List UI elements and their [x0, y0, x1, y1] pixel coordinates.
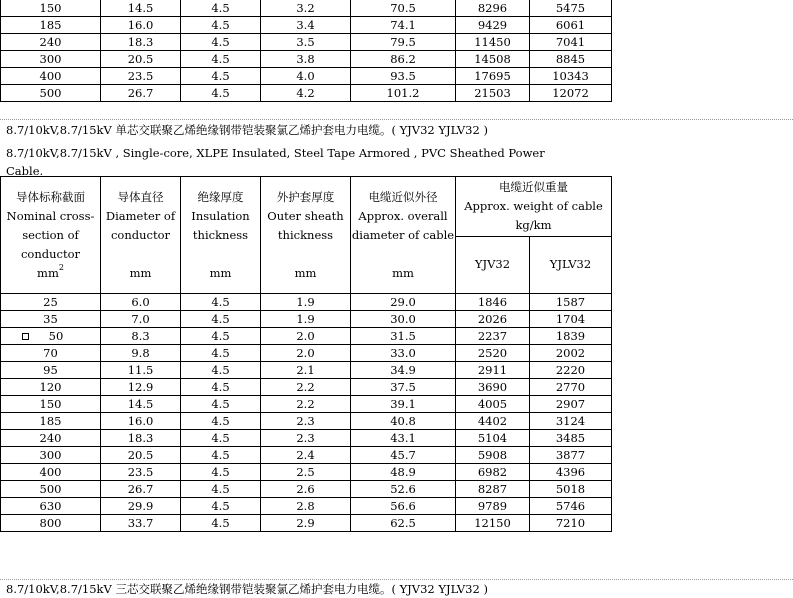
table-cell: 39.1 [351, 396, 456, 413]
table-cell: 79.5 [351, 34, 456, 51]
header-sub-yjlv32: YJLV32 [530, 236, 612, 294]
header-col3-en: Insulation thickness [191, 208, 250, 242]
table-cell: 95 [1, 362, 101, 379]
table-cell: 3485 [530, 430, 612, 447]
top-table-body [1, 0, 612, 102]
table-cell: 3877 [530, 447, 612, 464]
table-cell: 74.1 [351, 17, 456, 34]
table-cell: 630 [1, 498, 101, 515]
table-cell: 2.1 [261, 362, 351, 379]
table-cell: 3.5 [261, 34, 351, 51]
table-cell: 2.0 [261, 328, 351, 345]
table-cell: 2911 [456, 362, 530, 379]
table-cell: 3.8 [261, 51, 351, 68]
table-cell: 62.5 [351, 515, 456, 532]
table-cell: 240 [1, 34, 101, 51]
table-cell: 35 [1, 311, 101, 328]
table-cell: 11450 [456, 34, 530, 51]
table-cell: 56.6 [351, 498, 456, 515]
header-diameter-of-conductor [101, 177, 181, 294]
table-cell: 1846 [456, 294, 530, 311]
table-cell: 300 [1, 447, 101, 464]
table-cell: 1704 [530, 311, 612, 328]
table-cell: 23.5 [101, 464, 181, 481]
main-table-body [1, 294, 612, 532]
table-cell: 3.4 [261, 17, 351, 34]
table-cell: 10343 [530, 68, 612, 85]
table-cell: 2.3 [261, 430, 351, 447]
table-row [1, 68, 612, 85]
table-cell: 5104 [456, 430, 530, 447]
table-cell: 6.0 [101, 294, 181, 311]
header-col4-en: Outer sheath thickness [267, 208, 344, 242]
table-cell: 31.5 [351, 328, 456, 345]
table-cell: 4.5 [181, 362, 261, 379]
table-cell: 150 [1, 396, 101, 413]
table-cell: 4.5 [181, 396, 261, 413]
table-cell: 150 [1, 0, 101, 17]
header-approx-overall-diameter [351, 177, 456, 294]
table-cell: 3.2 [261, 0, 351, 17]
table-cell: 2520 [456, 345, 530, 362]
table-cell: 6061 [530, 17, 612, 34]
marker-square-icon [22, 333, 29, 340]
table-cell: 12150 [456, 515, 530, 532]
table-cell: 37.5 [351, 379, 456, 396]
table-cell: 400 [1, 68, 101, 85]
table-cell: 9429 [456, 17, 530, 34]
table-row [1, 34, 612, 51]
table-cell: 4.5 [181, 430, 261, 447]
table-cell: 11.5 [101, 362, 181, 379]
table-cell: 2.2 [261, 396, 351, 413]
header-col5-en: Approx. overall diameter of cable [351, 208, 455, 242]
table-row [1, 345, 612, 362]
table-cell: 7210 [530, 515, 612, 532]
table-cell: 2.6 [261, 481, 351, 498]
table-cell: 4005 [456, 396, 530, 413]
table-row [1, 413, 612, 430]
table-cell: 3690 [456, 379, 530, 396]
table-cell: 25 [1, 294, 101, 311]
table-cell: 2.0 [261, 345, 351, 362]
table-cell: 2.5 [261, 464, 351, 481]
table-cell: 2770 [530, 379, 612, 396]
table-cell: 9789 [456, 498, 530, 515]
table-cell: 48.9 [351, 464, 456, 481]
header-col2-unit: mm [129, 265, 152, 280]
table-cell: 50 [1, 328, 101, 345]
header-insulation-thickness [181, 177, 261, 294]
table-cell: 45.7 [351, 447, 456, 464]
table-row [1, 379, 612, 396]
header-col3-unit: mm [209, 265, 232, 280]
table-cell: 120 [1, 379, 101, 396]
table-row [1, 51, 612, 68]
table-cell: 2237 [456, 328, 530, 345]
table-cell: 17695 [456, 68, 530, 85]
header-sub-yjv32: YJV32 [456, 236, 530, 294]
table-cell: 14508 [456, 51, 530, 68]
table-cell: 4.5 [181, 345, 261, 362]
table-cell: 40.8 [351, 413, 456, 430]
table-row [1, 311, 612, 328]
header-col6-cn: 电缆近似重量 [499, 179, 568, 194]
header-col5-cn: 电缆近似外径 [368, 189, 438, 204]
table-cell: 20.5 [101, 447, 181, 464]
header-col1-cn: 导体标称截面 [16, 189, 85, 204]
table-cell: 29.9 [101, 498, 181, 515]
table-cell: 2.8 [261, 498, 351, 515]
table-cell: 2002 [530, 345, 612, 362]
table-cell: 18.3 [101, 430, 181, 447]
table-row [1, 498, 612, 515]
table-cell: 26.7 [101, 481, 181, 498]
table-cell: 14.5 [101, 396, 181, 413]
header-col2-en: Diameter of conductor [105, 208, 176, 242]
table-cell: 26.7 [101, 85, 181, 102]
table-cell: 1.9 [261, 294, 351, 311]
table-cell: 4.5 [181, 379, 261, 396]
table-cell: 6982 [456, 464, 530, 481]
table-cell: 4402 [456, 413, 530, 430]
table-cell: 8.3 [101, 328, 181, 345]
header-col4-cn: 外护套厚度 [276, 189, 335, 204]
table-cell: 4.5 [181, 447, 261, 464]
table-cell: 4.5 [181, 294, 261, 311]
header-approx-weight [456, 177, 612, 237]
dotted-separator-bottom [0, 579, 793, 580]
table-row [1, 430, 612, 447]
table-cell: 4.5 [181, 68, 261, 85]
table-cell: 300 [1, 51, 101, 68]
table-cell: 4.5 [181, 515, 261, 532]
table-cell: 30.0 [351, 311, 456, 328]
header-outer-sheath-thickness [261, 177, 351, 294]
table-cell: 2.3 [261, 413, 351, 430]
table-cell: 9.8 [101, 345, 181, 362]
table-cell: 7041 [530, 34, 612, 51]
table-cell: 4.5 [181, 311, 261, 328]
table-cell: 500 [1, 85, 101, 102]
table-cell: 5746 [530, 498, 612, 515]
table-cell: 34.9 [351, 362, 456, 379]
table-cell: 4.5 [181, 34, 261, 51]
table-cell: 12072 [530, 85, 612, 102]
table-cell: 185 [1, 413, 101, 430]
main-spec-table [0, 176, 612, 532]
table-row [1, 464, 612, 481]
table-cell: 2026 [456, 311, 530, 328]
table-cell: 400 [1, 464, 101, 481]
table-row [1, 447, 612, 464]
header-col5-unit: mm [392, 265, 414, 280]
table-cell: 70.5 [351, 0, 456, 17]
table-cell: 240 [1, 430, 101, 447]
table-cell: 18.3 [101, 34, 181, 51]
section2-title-cn: 8.7/10kV,8.7/15kV 三芯交联聚乙烯绝缘钢带铠装聚氯乙烯护套电力电缆。( YJV32 YJLV32 ) [6, 582, 488, 596]
table-row [1, 328, 612, 345]
table-cell: 16.0 [101, 17, 181, 34]
table-cell: 43.1 [351, 430, 456, 447]
table-cell: 800 [1, 515, 101, 532]
header-col3-cn: 绝缘厚度 [197, 189, 244, 204]
header-col6-en: Approx. weight of cable kg/km [464, 198, 603, 232]
table-cell: 8845 [530, 51, 612, 68]
table-cell: 12.9 [101, 379, 181, 396]
table-cell: 33.0 [351, 345, 456, 362]
header-col2-cn: 导体直径 [117, 189, 164, 204]
table-cell: 2.4 [261, 447, 351, 464]
table-cell: 500 [1, 481, 101, 498]
table-cell: 2.2 [261, 379, 351, 396]
table-cell: 2907 [530, 396, 612, 413]
table-row [1, 396, 612, 413]
table-cell: 101.2 [351, 85, 456, 102]
dotted-separator [0, 119, 793, 120]
table-cell: 2.9 [261, 515, 351, 532]
header-nominal-cross-section [1, 177, 101, 294]
table-cell: 20.5 [101, 51, 181, 68]
header-col4-unit: mm [294, 265, 317, 280]
table-cell: 4.5 [181, 413, 261, 430]
top-spec-table [0, 0, 612, 102]
table-cell: 3124 [530, 413, 612, 430]
table-cell: 16.0 [101, 413, 181, 430]
table-row [1, 481, 612, 498]
table-cell: 4.5 [181, 464, 261, 481]
table-cell: 86.2 [351, 51, 456, 68]
table-cell: 4.5 [181, 51, 261, 68]
table-cell: 2220 [530, 362, 612, 379]
table-cell: 1.9 [261, 311, 351, 328]
table-cell: 4.0 [261, 68, 351, 85]
table-cell: 21503 [456, 85, 530, 102]
table-cell: 23.5 [101, 68, 181, 85]
table-cell: 5908 [456, 447, 530, 464]
table-cell: 70 [1, 345, 101, 362]
table-cell: 33.7 [101, 515, 181, 532]
table-cell: 14.5 [101, 0, 181, 17]
table-cell: 93.5 [351, 68, 456, 85]
table-row [1, 17, 612, 34]
table-cell: 4.2 [261, 85, 351, 102]
table-row [1, 0, 612, 17]
table-cell: 4.5 [181, 498, 261, 515]
table-cell: 4.5 [181, 481, 261, 498]
section-title-en: 8.7/10kV,8.7/15kV , Single-core, XLPE Insulated, Steel Tape Armored , PVC Sheathed Power Cable. [6, 146, 545, 178]
table-row [1, 515, 612, 532]
table-row [1, 85, 612, 102]
table-cell: 4.5 [181, 0, 261, 17]
table-cell: 185 [1, 17, 101, 34]
table-cell: 52.6 [351, 481, 456, 498]
table-cell: 5475 [530, 0, 612, 17]
section-title-cn: 8.7/10kV,8.7/15kV 单芯交联聚乙烯绝缘钢带铠装聚氯乙烯护套电力电缆。( YJV32 YJLV32 ) [6, 123, 488, 137]
table-cell: 8296 [456, 0, 530, 17]
header-col1-en: Nominal cross-section of conductor [6, 208, 95, 261]
table-row [1, 362, 612, 379]
table-row [1, 294, 612, 311]
table-cell: 29.0 [351, 294, 456, 311]
table-cell: 5018 [530, 481, 612, 498]
table-cell: 8287 [456, 481, 530, 498]
table-cell: 4396 [530, 464, 612, 481]
table-cell: 4.5 [181, 17, 261, 34]
table-cell: 1587 [530, 294, 612, 311]
header-col1-unit: $mm^2$ [37, 262, 64, 280]
table-cell: 4.5 [181, 328, 261, 345]
table-cell: 7.0 [101, 311, 181, 328]
table-cell: 4.5 [181, 85, 261, 102]
table-cell: 1839 [530, 328, 612, 345]
